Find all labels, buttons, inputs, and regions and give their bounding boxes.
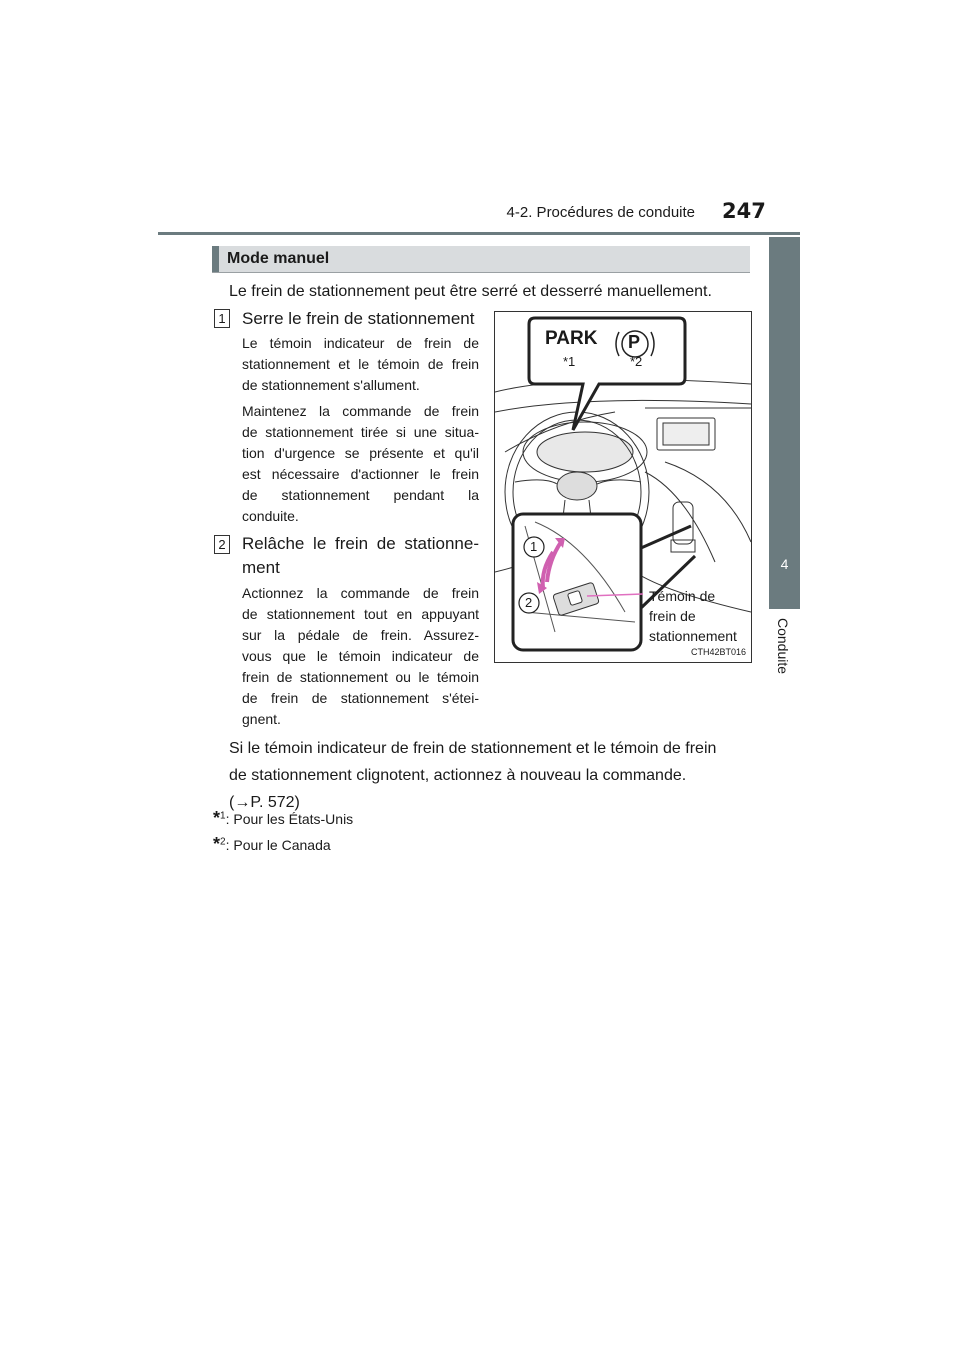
step-2-number: 2 (214, 535, 230, 554)
step-1-paragraph-2 (242, 401, 479, 527)
text-line: Si le témoin indicateur de frein de stationnement et le témoin de frein (229, 740, 717, 757)
section-heading-bar (212, 246, 219, 272)
callout-1-label: 1 (530, 539, 538, 554)
text-line: ment (242, 558, 280, 577)
chapter-label: Conduite (775, 618, 791, 675)
closing-paragraph (229, 735, 749, 816)
star2-label: *2 (630, 354, 643, 369)
text-line: de stationnement tirée si une situa- (242, 424, 479, 440)
section-heading (212, 246, 750, 273)
footnote-number: 1 (220, 810, 226, 822)
star1-label: *1 (563, 354, 576, 369)
text-line: Témoin de (649, 588, 716, 604)
footnote-text: : Pour le Canada (225, 837, 331, 853)
text-line: de stationnement s'allument. (242, 377, 420, 393)
text-line: Maintenez la commande de frein (242, 403, 479, 419)
dashboard-illustration (494, 311, 752, 663)
text-line: gnent. (242, 711, 281, 727)
text-line: de stationnement pendant la (242, 487, 479, 503)
step-1-paragraph-1 (242, 333, 479, 396)
text-line: tion d'urgence se présente et qu'il (242, 445, 479, 461)
text-line: de stationnement clignotent, actionnez à nouveau la commande. (229, 767, 687, 784)
parking-symbol: P (628, 332, 641, 352)
text-line: Actionnez la commande de frein (242, 585, 479, 601)
chapter-number: 4 (780, 556, 789, 572)
text-line: Relâche le frein de stationne- (242, 534, 479, 553)
step-1-number: 1 (214, 309, 230, 328)
footnote-mark: * (213, 834, 221, 854)
text-line: stationnement (649, 628, 737, 644)
text-line: est nécessaire d'actionner le frein (242, 466, 479, 482)
callout-2-label: 2 (525, 595, 533, 610)
intro-text: Le frein de stationnement peut être serré et desserré manuellement. (229, 283, 712, 300)
text-line: vous que le témoin indicateur de (242, 648, 479, 664)
section-title: Mode manuel (227, 250, 330, 267)
text-line: de frein de stationnement s'étei- (242, 690, 479, 706)
step-1-title: Serre le frein de stationnement (242, 309, 475, 328)
footnote-text: : Pour les États-Unis (225, 811, 354, 827)
text-line: Le témoin indicateur de frein de (242, 335, 479, 351)
header-rule (158, 232, 800, 235)
footnote-1 (213, 808, 353, 829)
footnote-number: 2 (220, 836, 226, 848)
text-line: frein de stationnement ou le témoin (242, 669, 479, 685)
footnote-mark: * (213, 808, 221, 828)
figure-code: CTH42BT016 (691, 647, 747, 657)
text-line: frein de (649, 608, 696, 624)
chapter-tab (769, 237, 800, 609)
text-line: sur la pédale de frein. Assurez- (242, 627, 479, 643)
text-line: (→P. 572) (229, 794, 300, 811)
page-number: 247 (722, 199, 766, 223)
text-line: de stationnement tout en appuyant (242, 606, 479, 622)
section-header: 4-2. Procédures de conduite (506, 204, 695, 221)
step-2-title (242, 532, 479, 580)
step-2-paragraph-1 (242, 583, 479, 730)
indicator-label (649, 586, 737, 646)
text-line: conduite. (242, 508, 299, 524)
footnote-2 (213, 834, 331, 855)
text-line: stationnement et le témoin de frein (242, 356, 479, 372)
park-label: PARK (545, 328, 598, 349)
